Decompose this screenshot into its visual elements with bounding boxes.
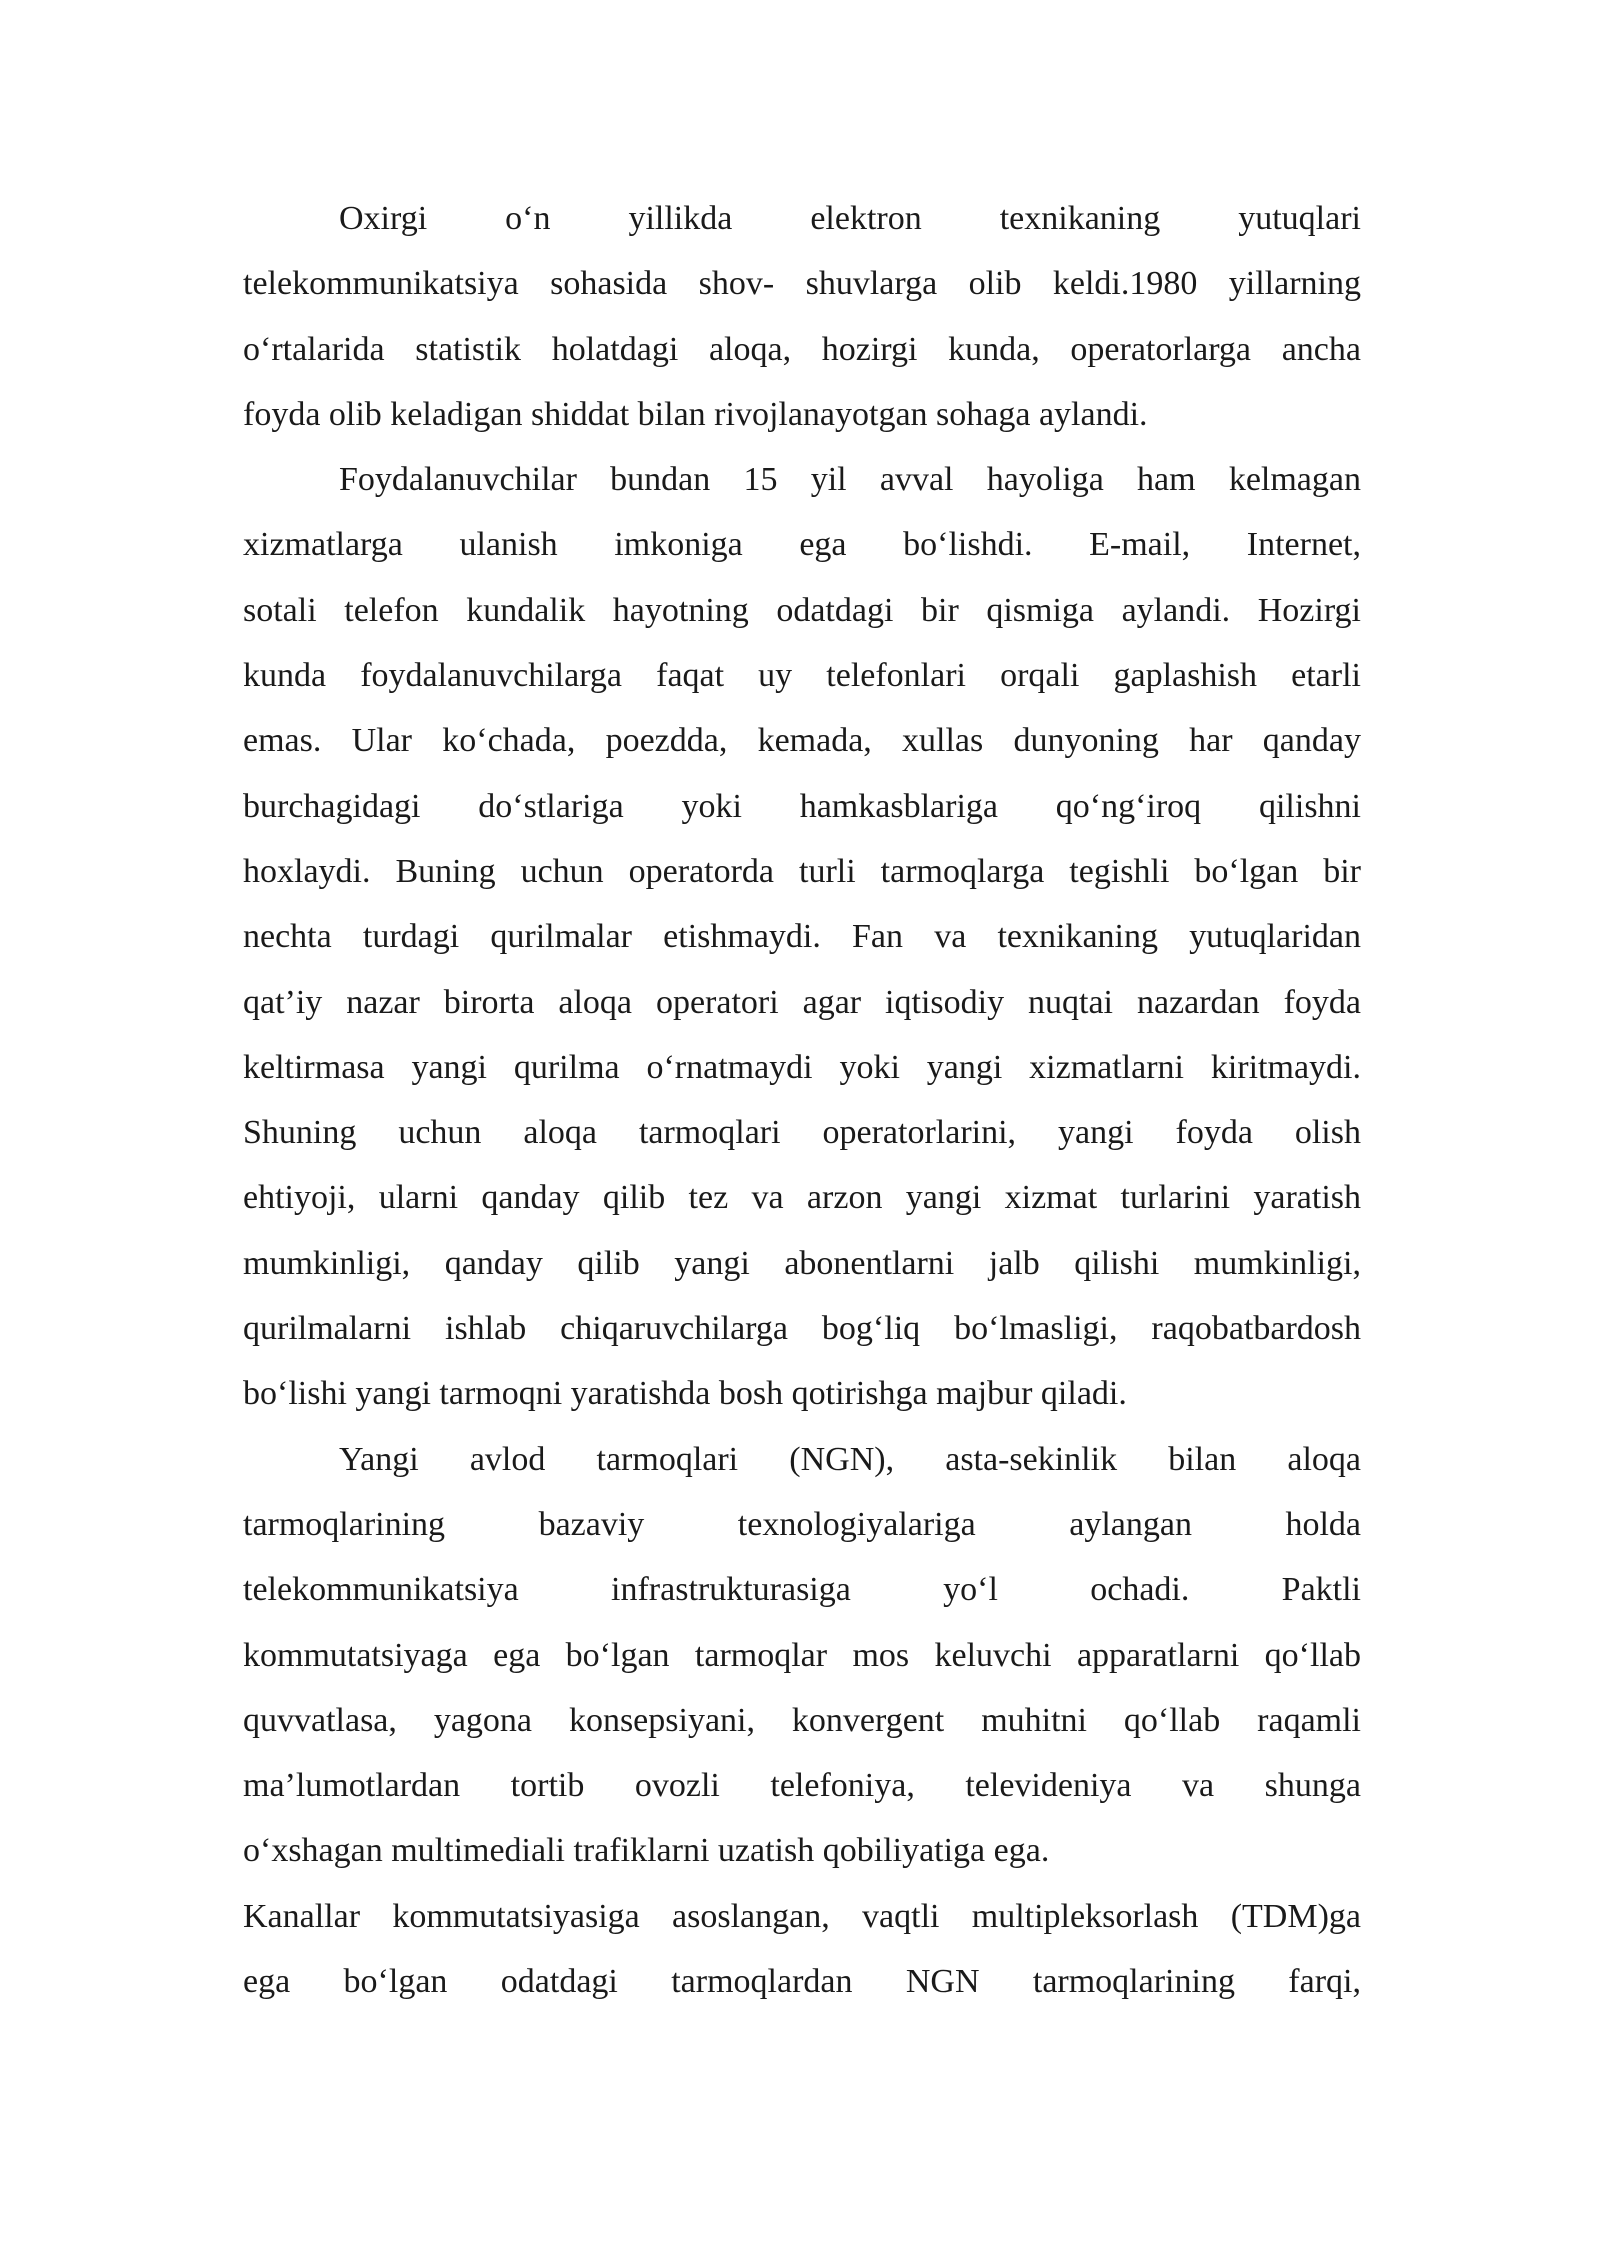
paragraph-line: xizmatlarga ulanish imkoniga ega bo‘lishdi. E-mail, Internet,	[243, 526, 1361, 564]
paragraph-line: keltirmasa yangi qurilma o‘rnatmaydi yoki yangi xizmatlarni kiritmaydi.	[243, 1048, 1361, 1086]
paragraph-line: o‘xshagan multimediali trafiklarni uzatish qobiliyatiga ega.	[243, 1832, 1050, 1870]
paragraph-p2	[243, 447, 1361, 1426]
paragraph-line: sotali telefon kundalik hayotning odatdagi bir qismiga aylandi. Hozirgi	[243, 591, 1361, 629]
paragraph-line: telekommunikatsiya infrastrukturasiga yo‘l ochadi. Paktli	[243, 1571, 1361, 1609]
paragraph-line: hoxlaydi. Buning uchun operatorda turli tarmoqlarga tegishli bo‘lgan bir	[243, 852, 1361, 890]
paragraph-p1	[243, 186, 1361, 447]
paragraph-line: telekommunikatsiya sohasida shov- shuvlarga olib keldi.1980 yillarning	[243, 265, 1361, 303]
paragraph-line: Kanallar kommutatsiyasiga asoslangan, vaqtli multipleksorlash (TDM)ga	[243, 1897, 1361, 1935]
paragraph-line: quvvatlasa, yagona konsepsiyani, konvergent muhitni qo‘llab raqamli	[243, 1701, 1361, 1739]
paragraph-line: o‘rtalarida statistik holatdagi aloqa, hozirgi kunda, operatorlarga ancha	[243, 330, 1361, 368]
paragraph-line: emas. Ular ko‘chada, poezdda, kemada, xullas dunyoning har qanday	[243, 722, 1361, 760]
paragraph-line: Oxirgi o‘n yillikda elektron texnikaning yutuqlari	[339, 200, 1361, 237]
paragraph-line: nechta turdagi qurilmalar etishmaydi. Fan va texnikaning yutuqlaridan	[243, 918, 1361, 956]
paragraph-line: Yangi avlod tarmoqlari (NGN), asta-sekinlik bilan aloqa	[339, 1440, 1361, 1478]
paragraph-line: ma’lumotlardan tortib ovozli telefoniya, televideniya va shunga	[243, 1767, 1361, 1805]
paragraph-line: ehtiyoji, ularni qanday qilib tez va arzon yangi xizmat turlarini yaratish	[243, 1179, 1361, 1217]
paragraph-p3	[243, 1427, 1361, 1884]
paragraph-line: ega bo‘lgan odatdagi tarmoqlardan NGN tarmoqlarining farqi,	[243, 1963, 1361, 2001]
document-body	[243, 186, 1361, 2014]
paragraph-line: Foydalanuvchilar bundan 15 yil avval hayoliga ham kelmagan	[339, 461, 1361, 499]
paragraph-line: qat’iy nazar birorta aloqa operatori agar iqtisodiy nuqtai nazardan foyda	[243, 983, 1361, 1021]
paragraph-line: burchagidagi do‘stlariga yoki hamkasblariga qo‘ng‘iroq qilishni	[243, 787, 1361, 825]
paragraph-line: Shuning uchun aloqa tarmoqlari operatorlarini, yangi foyda olish	[243, 1114, 1361, 1152]
paragraph-line: kunda foydalanuvchilarga faqat uy telefonlari orqali gaplashish etarli	[243, 657, 1361, 695]
paragraph-line: tarmoqlarining bazaviy texnologiyalariga aylangan holda	[243, 1505, 1361, 1543]
paragraph-line: bo‘lishi yangi tarmoqni yaratishda bosh qotirishga majbur qiladi.	[243, 1375, 1127, 1413]
paragraph-line: foyda olib keladigan shiddat bilan rivojlanayotgan sohaga aylandi.	[243, 395, 1148, 433]
paragraph-line: qurilmalarni ishlab chiqaruvchilarga bog‘liq bo‘lmasligi, raqobatbardosh	[243, 1310, 1361, 1348]
paragraph-p4	[243, 1884, 1361, 2015]
paragraph-line: kommutatsiyaga ega bo‘lgan tarmoqlar mos keluvchi apparatlarni qo‘llab	[243, 1636, 1361, 1674]
paragraph-line: mumkinligi, qanday qilib yangi abonentlarni jalb qilishi mumkinligi,	[243, 1244, 1361, 1282]
